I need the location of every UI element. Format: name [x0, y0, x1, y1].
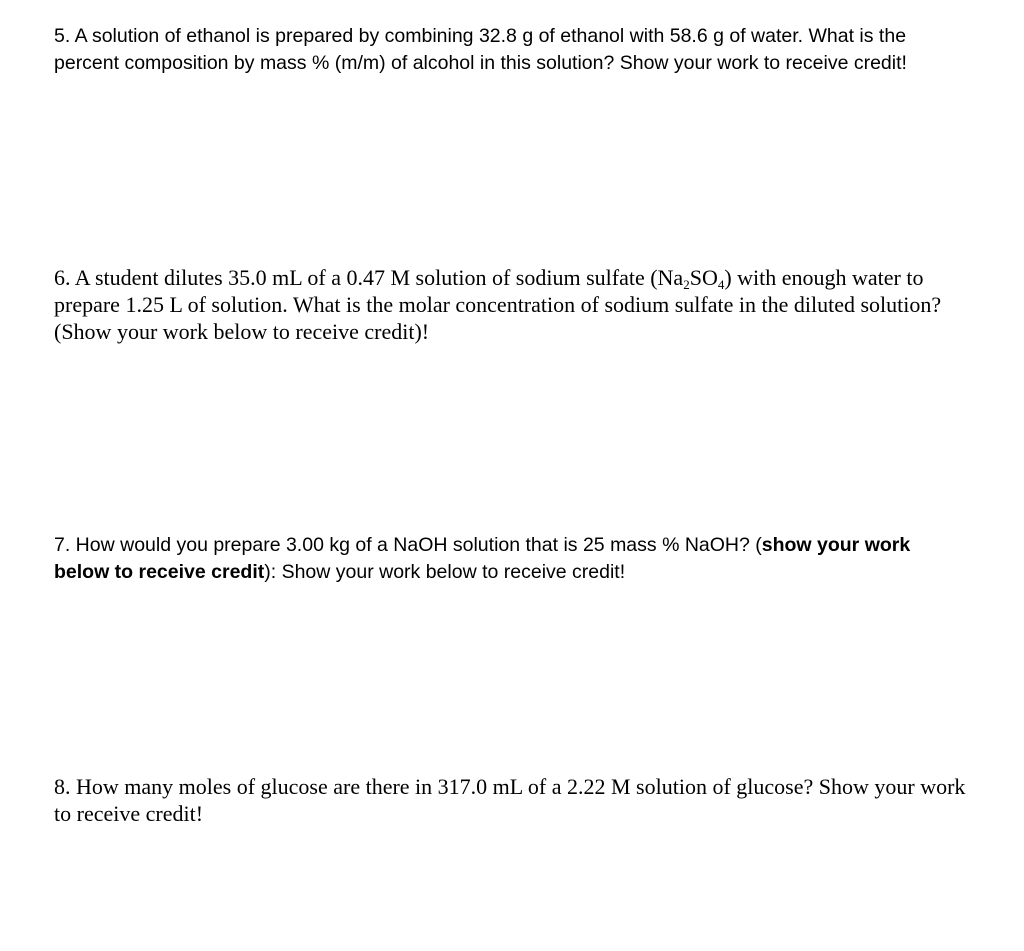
question-6-text-middle: SO [689, 265, 718, 290]
question-6 [54, 264, 974, 345]
question-5 [54, 23, 954, 77]
question-8 [54, 773, 974, 827]
question-7-text-start: 7. How would you prepare 3.00 kg of a NaOH solution that is 25 mass % NaOH? ( [54, 534, 762, 556]
question-7 [54, 532, 954, 586]
question-6-text-before: 6. A student dilutes 35.0 mL of a 0.47 M solution of sodium sulfate (Na [54, 265, 684, 290]
subscript-4: 4 [717, 277, 725, 292]
question-7-text-end: ): Show your work below to receive credit! [264, 561, 626, 583]
question-6-text-after: ) with enough water to prepare 1.25 L of solution. What is the molar concentration of sodium sulfate in the diluted solution? (Show your work below to receive credit)! [54, 265, 942, 344]
question-5-text: 5. A solution of ethanol is prepared by combining 32.8 g of ethanol with 58.6 g of water. What is the percent composition by mass % (m/m) of alcohol in this solution? Show your work to receive credit! [54, 25, 907, 74]
question-7-bold-text: show your work below to receive credit [54, 534, 911, 583]
question-8-text: 8. How many moles of glucose are there in 317.0 mL of a 2.22 M solution of glucose? Show your work to receive credit! [54, 774, 966, 826]
subscript-2: 2 [683, 277, 690, 292]
